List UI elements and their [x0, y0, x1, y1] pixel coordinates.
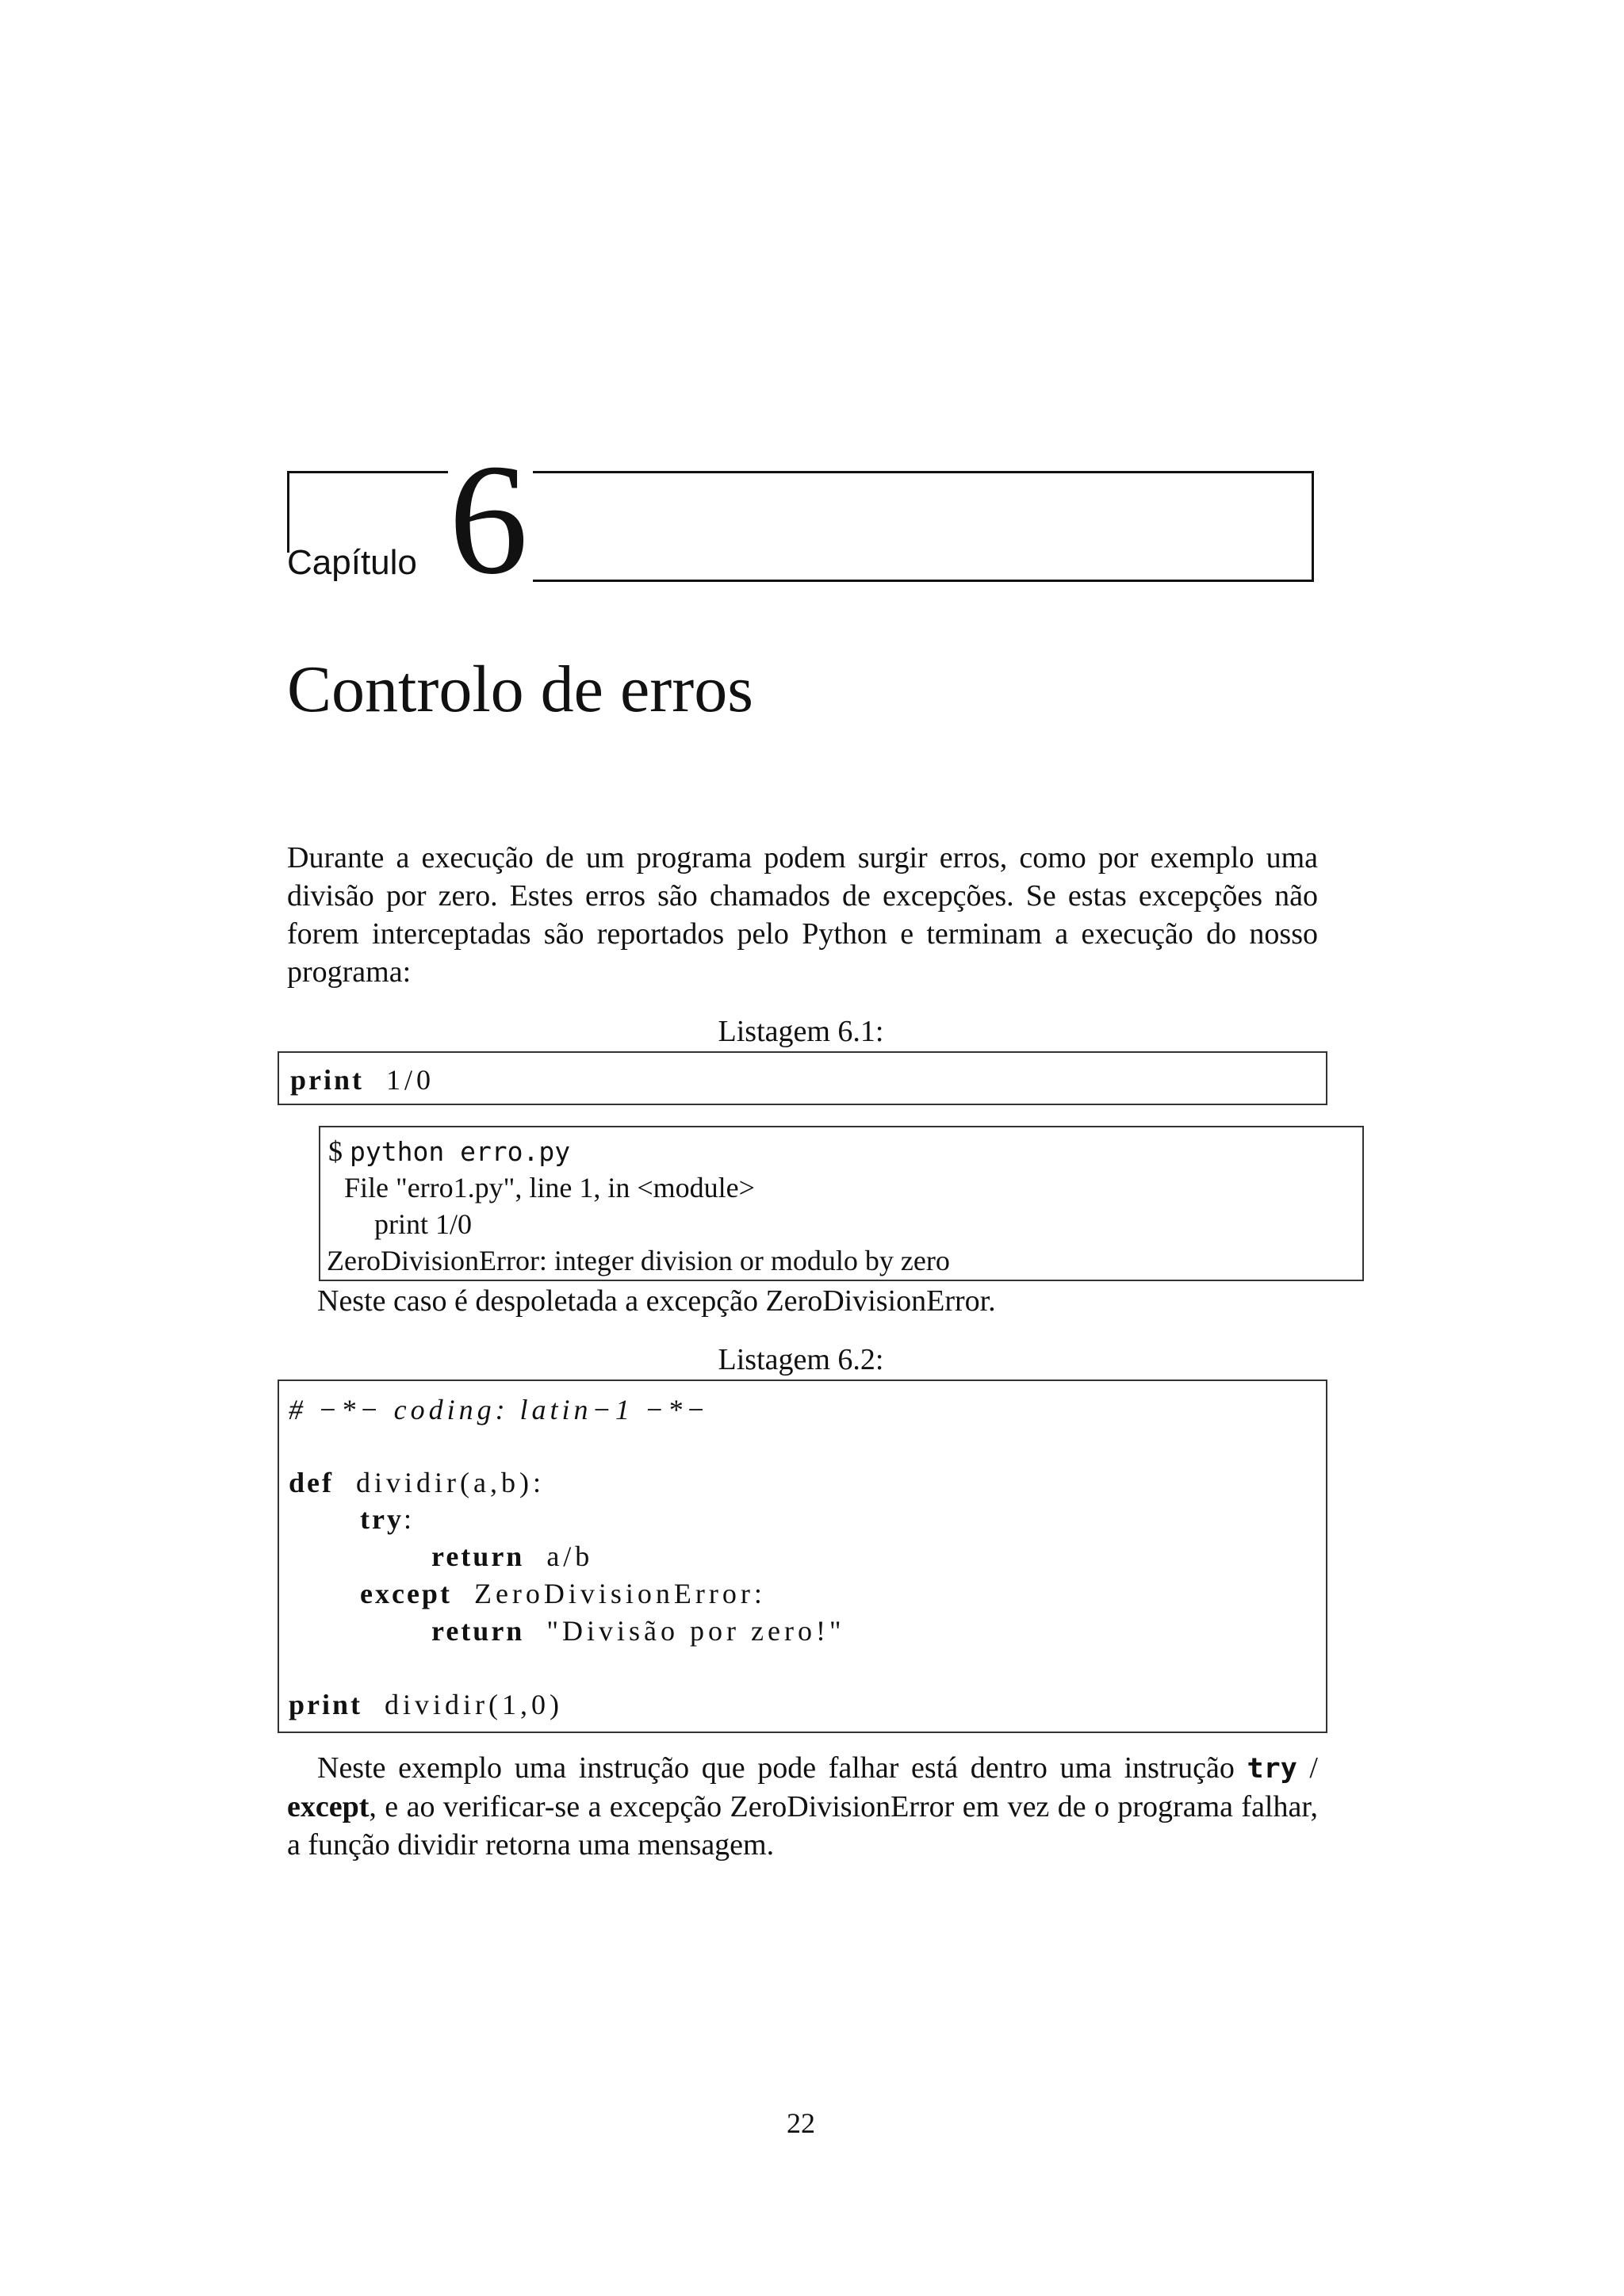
code-except-line [360, 1579, 766, 1608]
keyword-print: print [290, 1064, 365, 1096]
chapter-title: Controlo de erros [287, 652, 753, 726]
code-text: ZeroDivisionError: [473, 1578, 766, 1609]
code-def-line [289, 1468, 545, 1497]
inline-keyword-try: try [1247, 1753, 1297, 1785]
code-text: : [403, 1503, 416, 1535]
listing-1-line [290, 1066, 435, 1094]
shell-command: python erro.py [350, 1136, 571, 1167]
inline-keyword-except: except [287, 1790, 370, 1823]
conclusion-part-3: , e ao verificar-se a excepção ZeroDivisionError em vez de o programa falhar, a função dividir retorna uma mensagem. [287, 1790, 1318, 1862]
keyword-return: return [431, 1540, 525, 1572]
code-text: dividir(a,b): [356, 1467, 545, 1498]
keyword-except: except [360, 1578, 452, 1609]
conclusion-text [287, 1749, 1318, 1864]
keyword-print: print [289, 1689, 363, 1720]
code-print-line [289, 1690, 563, 1719]
conclusion-part-2: / [1297, 1751, 1318, 1785]
code-comment-line: # −*− coding: latin−1 −*− [289, 1394, 710, 1425]
chapter-label: Capítulo [287, 543, 417, 582]
chapter-frame-right [533, 471, 1314, 582]
terminal-output-box [319, 1126, 1364, 1281]
code-text: a/b [546, 1540, 594, 1572]
after-terminal-text: Neste caso é despoletada a excepção ZeroDivisionError. [317, 1284, 996, 1318]
code-try-line [360, 1505, 416, 1533]
listing-1-box [278, 1051, 1327, 1105]
keyword-try: try [360, 1503, 404, 1535]
intro-text: Durante a execução de um programa podem surgir erros, como por exemplo uma divisão por zero. Estes erros são chamados de excepções. Se estas excepções não forem interceptadas são reportados pelo Python e terminam a execução do nosso programa: [287, 841, 1318, 989]
terminal-line-4: ZeroDivisionError: integer division or modulo by zero [327, 1245, 950, 1276]
intro-paragraph [287, 839, 1318, 991]
code-return-line-2 [431, 1617, 845, 1645]
chapter-frame-left [287, 471, 448, 553]
shell-prompt: $ [328, 1135, 343, 1167]
code-string: "Divisão por zero!" [546, 1615, 845, 1647]
listing-2-caption: Listagem 6.2: [718, 1343, 884, 1376]
listing-2-box [278, 1380, 1327, 1733]
listing-1-caption: Listagem 6.1: [718, 1015, 884, 1048]
terminal-line-1 [328, 1137, 570, 1165]
conclusion-paragraph [287, 1749, 1318, 1864]
terminal-line-2: File "erro1.py", line 1, in <module> [344, 1172, 755, 1203]
keyword-return: return [431, 1615, 525, 1647]
code-text: dividir(1,0) [385, 1689, 563, 1720]
conclusion-part-1: Neste exemplo uma instrução que pode falhar está dentro uma instrução [317, 1751, 1247, 1785]
code-return-line-1 [431, 1542, 593, 1571]
page-number: 22 [787, 2107, 815, 2139]
code-text: 1/0 [386, 1064, 435, 1096]
keyword-def: def [289, 1467, 334, 1498]
terminal-line-3: print 1/0 [374, 1208, 472, 1240]
chapter-number: 6 [449, 432, 528, 607]
